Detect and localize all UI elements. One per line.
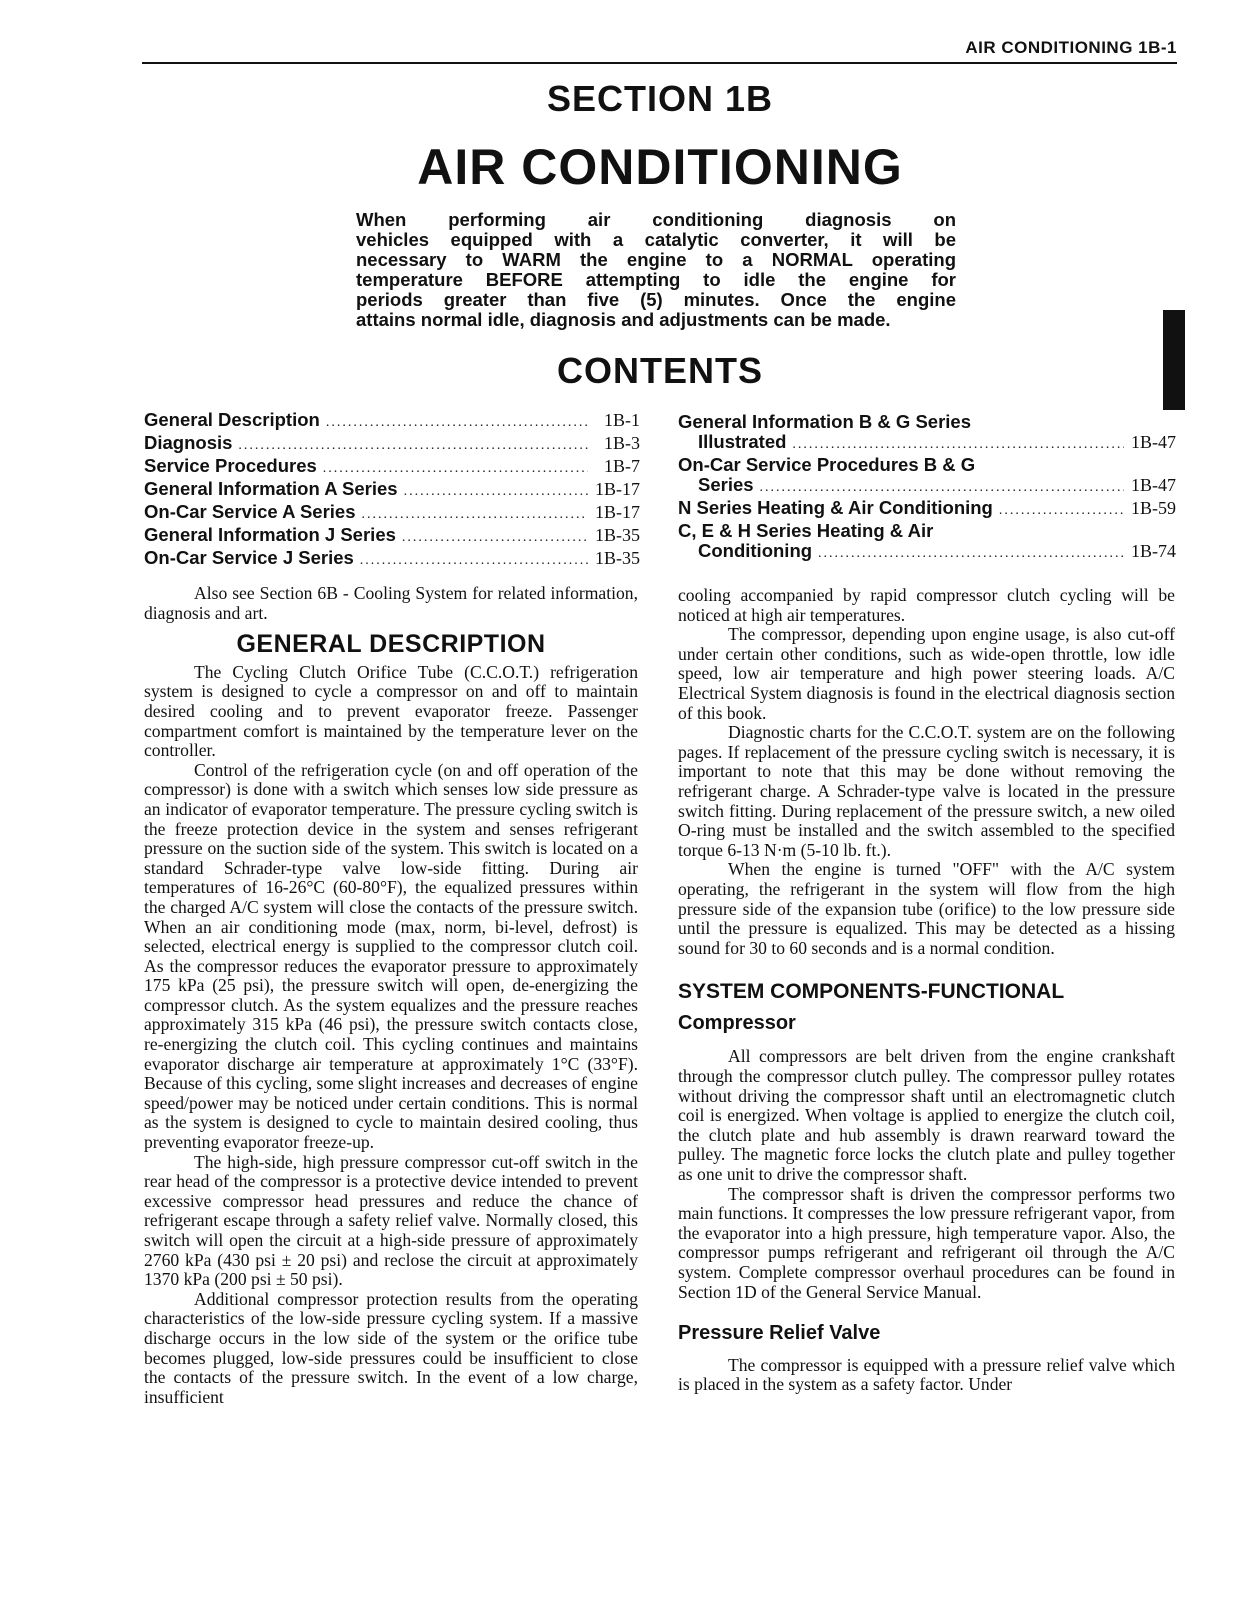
toc-entry[interactable] <box>678 455 1176 498</box>
body-paragraph: The compressor is equipped with a pressure relief valve which is placed in the system as a safety factor. Under <box>678 1354 1175 1395</box>
pressure-relief-valve-heading: Pressure Relief Valve <box>678 1322 881 1345</box>
body-left-column <box>144 584 638 1407</box>
system-components-heading: SYSTEM COMPONENTS-FUNCTIONAL <box>678 980 1065 1004</box>
catalytic-converter-warning <box>356 210 956 330</box>
toc-entry-title: General Description <box>144 409 320 430</box>
toc-entry-title-continued: Series <box>698 474 754 495</box>
body-paragraph: Diagnostic charts for the C.C.O.T. system are on the following pages. If replacement of the pressure cycling switch is necessary, it is important to note that this may be done without removing the refrigerant charge. A Schrader-type valve is located in the pressure switch fitting. During replacement of the pressure switch, a new oiled O-ring must be installed and the switch assembled to the specified torque 6-13 N·m (5-10 lb. ft.). <box>678 722 1175 860</box>
toc-entry-page: 1B-35 <box>595 548 640 568</box>
body-paragraph: Control of the refrigeration cycle (on and off operation of the compressor) is done with a switch which senses low side pressure as an indicator of evaporator temperature. The pressure cycling switch is the freeze protection device in the system and senses refrigerant pressure on the suction side of the system. This switch is located on a standard Schrader-type valve low-side fitting. During air temperatures of 16-26°C (60-80°F), the equalized pressures within the charged A/C system will close the contacts of the pressure switch. When an air conditioning mode (max, norm, bi-level, defrost) is selected, electrical energy is supplied to the compressor clutch coil. As the compressor reduces the evaporator pressure to approximately 175 kPa (25 psi), the pressure switch will open, de-energizing the compressor clutch. As the system equalizes and the pressure reaches approximately 315 kPa (46 psi), the pressure switch contacts close, re-energizing the clutch coil. This cycling continues and maintains evaporator discharge air temperature at approximately 1°C (33°F). Because of this cycling, some slight increases and decreases of engine speed/power may be noticed under certain conditions. This is normal as the system is designed to cycle to maintain desired cooling, thus preventing evaporator freeze-up. <box>144 759 638 1153</box>
toc-entry[interactable] <box>144 502 640 525</box>
warning-line: necessary to WARM the engine to a NORMAL operating <box>356 249 956 270</box>
toc-entry-page: 1B-47 <box>1131 475 1176 495</box>
warning-line: periods greater than five (5) minutes. Once the engine <box>356 289 956 310</box>
toc-entry[interactable] <box>144 410 640 433</box>
toc-entry-page: 1B-47 <box>1131 432 1176 452</box>
toc-entry-title: Diagnosis <box>144 432 233 453</box>
toc-entry[interactable] <box>144 548 640 571</box>
toc-entry[interactable] <box>678 498 1176 521</box>
toc-entry-title-continued: Illustrated <box>698 431 787 452</box>
body-paragraph: The compressor shaft is driven the compressor performs two main functions. It compresses the low pressure refrigerant vapor, from the evaporator into a high pressure, high temperature vapor. Also, the compressor pumps refrigerant and refrigerant oil through the A/C system. Complete compressor overhaul procedures can be found in Section 1D of the General Service Manual. <box>678 1183 1175 1302</box>
body-paragraph: The compressor, depending upon engine usage, is also cut-off under certain other conditions, such as wide-open throttle, low idle speed, low air temperature and high power steering loads. A/C Electrical System diagnosis is found in the electrical diagnosis section of this book. <box>678 624 1175 723</box>
toc-entry-page: 1B-59 <box>1131 498 1176 518</box>
header-rule <box>142 62 1177 64</box>
toc-entry-title: C, E & H Series Heating & Air <box>678 520 934 541</box>
toc-entry[interactable] <box>678 521 1176 564</box>
warning-line: vehicles equipped with a catalytic converter, it will be <box>356 229 956 250</box>
warning-line: temperature BEFORE attempting to idle the engine for <box>356 269 956 290</box>
compressor-heading: Compressor <box>678 1011 796 1034</box>
contents-right-column <box>678 412 1176 564</box>
toc-entry-title: General Information B & G Series <box>678 411 971 432</box>
toc-entry-title-continued: Conditioning <box>698 540 813 561</box>
warning-line: attains normal idle, diagnosis and adjustments can be made. <box>356 309 891 330</box>
continuation-paragraph: cooling accompanied by rapid compressor clutch cycling will be noticed at high air temperatures. <box>678 585 1175 625</box>
toc-entry[interactable] <box>144 433 640 456</box>
body-paragraph: The high-side, high pressure compressor cut-off switch in the rear head of the compressor is a protective device intended to prevent excessive compressor head pressures and reduce the chance of refrigerant escape through a safety relief valve. Normally closed, this switch will open the circuit at a high-side pressure of approximately 2760 kPa (430 psi ± 20 psi) and reclose the circuit at approximately 1370 kPa (200 psi ± 50 psi). <box>144 1151 638 1290</box>
toc-entry-page: 1B-7 <box>604 456 640 476</box>
toc-entry-title: General Information A Series <box>144 478 398 499</box>
section-number: SECTION 1B <box>546 78 774 119</box>
toc-entry-page: 1B-17 <box>595 502 640 522</box>
general-description-heading: GENERAL DESCRIPTION <box>236 630 546 659</box>
toc-entry[interactable] <box>144 525 640 548</box>
toc-entry-title: On-Car Service A Series <box>144 501 356 522</box>
toc-entry-page: 1B-17 <box>595 479 640 499</box>
running-head: AIR CONDITIONING 1B-1 <box>965 38 1177 57</box>
toc-entry-title: Service Procedures <box>144 455 317 476</box>
body-paragraph: The Cycling Clutch Orifice Tube (C.C.O.T.) refrigeration system is designed to cycle a compressor on and off to maintain desired cooling and to prevent evaporator freeze. Passenger compartment comfort is maintained by the temperature lever on the controller. <box>144 661 638 761</box>
toc-entry-page: 1B-1 <box>604 410 640 430</box>
section-thumb-tab <box>1163 310 1185 410</box>
toc-entry-title: On-Car Service J Series <box>144 547 354 568</box>
toc-entry[interactable] <box>144 456 640 479</box>
page-title: AIR CONDITIONING <box>417 139 903 195</box>
body-paragraph: When the engine is turned "OFF" with the A/C system operating, the refrigerant in the system will flow from the high pressure side of the expansion tube (orifice) to the low pressure side until the pressure is equalized. This may be detected as a hissing sound for 30 to 60 seconds and is a normal condition. <box>678 859 1175 958</box>
toc-entry-title: N Series Heating & Air Conditioning <box>678 497 993 518</box>
toc-entry-page: 1B-3 <box>604 433 640 453</box>
body-paragraph: All compressors are belt driven from the engine crankshaft through the compressor clutch pulley. The compressor pulley rotates without driving the compressor shaft until an electromagnetic clutch coil is energized. When voltage is applied to energize the clutch coil, the clutch plate and hub assembly is drawn rearward toward the pulley. The magnetic force locks the clutch plate and pulley together as one unit to drive the compressor shaft. <box>678 1046 1175 1185</box>
intro-paragraph: Also see Section 6B - Cooling System for related information, diagnosis and art. <box>144 583 638 623</box>
toc-entry-title: General Information J Series <box>144 524 396 545</box>
toc-entry-title: On-Car Service Procedures B & G <box>678 454 976 475</box>
contents-title: CONTENTS <box>557 350 763 391</box>
toc-entry-page: 1B-35 <box>595 525 640 545</box>
body-paragraph: Additional compressor protection results from the operating characteristics of the low-side pressure cycling system. If a massive discharge occurs in the low side of the system or the orifice tube becomes plugged, low-side pressures could be insufficient to close the contacts of the pressure switch. In the event of a low charge, insufficient <box>144 1288 638 1407</box>
warning-line: When performing air conditioning diagnosis on <box>356 209 956 230</box>
toc-entry[interactable] <box>678 412 1176 455</box>
body-right-column <box>678 586 1175 1395</box>
contents-left-column <box>144 410 640 571</box>
toc-entry-page: 1B-74 <box>1131 541 1176 561</box>
toc-entry[interactable] <box>144 479 640 502</box>
